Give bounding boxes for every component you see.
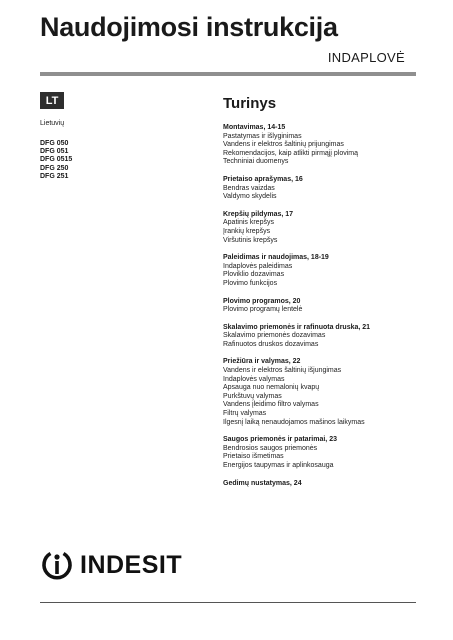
toc-item: Ilgesnį laiką nenaudojamos mašinos laikymas bbox=[223, 418, 365, 426]
model-item: DFG 251 bbox=[40, 172, 69, 180]
toc-item: Indaplovės valymas bbox=[223, 375, 285, 383]
toc-item: Filtrų valymas bbox=[223, 410, 267, 418]
language-name: Lietuvių bbox=[40, 120, 65, 127]
toc-section-title: Saugos priemonės ir patarimai, 23 bbox=[223, 436, 337, 444]
toc-heading: Turinys bbox=[223, 95, 277, 112]
toc-item: Indaplovės paleidimas bbox=[223, 262, 293, 270]
toc-section bbox=[223, 436, 423, 470]
toc-item: Ploviklio dozavimas bbox=[223, 271, 285, 279]
toc-section-title: Prietaiso aprašymas, 16 bbox=[223, 175, 303, 183]
toc-section bbox=[223, 298, 423, 315]
toc-section bbox=[223, 254, 423, 288]
toc-item: Apatinis krepšys bbox=[223, 219, 274, 227]
toc-item: Apsauga nuo nemalonių kvapų bbox=[223, 384, 320, 392]
toc-item: Plovimo programų lentelė bbox=[223, 306, 303, 314]
toc-section bbox=[223, 211, 423, 245]
model-item: DFG 0515 bbox=[40, 156, 73, 164]
indesit-power-icon bbox=[40, 548, 74, 582]
language-badge: LT bbox=[40, 92, 64, 109]
logo-wordmark: INDESIT bbox=[80, 550, 183, 579]
toc-item: Bendrosios saugos priemonės bbox=[223, 444, 318, 452]
toc-item: Energijos taupymas ir aplinkosauga bbox=[223, 462, 334, 469]
header-divider bbox=[40, 72, 416, 76]
toc-item: Prietaiso išmetimas bbox=[223, 453, 284, 461]
toc-item: Bendras vaizdas bbox=[223, 184, 275, 192]
table-of-contents bbox=[223, 124, 423, 497]
toc-section-title: Paleidimas ir naudojimas, 18-19 bbox=[223, 254, 329, 262]
toc-section-title: Krepšių pildymas, 17 bbox=[223, 210, 294, 218]
toc-item: Viršutinis krepšys bbox=[223, 236, 278, 244]
toc-section bbox=[223, 324, 423, 350]
product-type-label: INDAPLOVĖ bbox=[327, 50, 405, 65]
toc-item: Vandens ir elektros šaltinių išjungimas bbox=[223, 367, 342, 375]
toc-item: Valdymo skydelis bbox=[223, 193, 277, 201]
toc-section-title: Gedimų nustatymas, 24 bbox=[223, 479, 302, 487]
toc-item: Skalavimo priemonės dozavimas bbox=[223, 332, 326, 340]
toc-section bbox=[223, 176, 423, 202]
toc-item: Rafinuotos druskos dozavimas bbox=[223, 340, 319, 348]
document-title: Naudojimosi instrukcija bbox=[40, 12, 338, 42]
model-item: DFG 050 bbox=[40, 140, 69, 147]
toc-section-title: Montavimas, 14-15 bbox=[223, 124, 286, 131]
toc-item: Techniniai duomenys bbox=[223, 158, 289, 166]
model-item: DFG 250 bbox=[40, 164, 69, 172]
model-list bbox=[40, 140, 72, 181]
toc-item: Purkštuvų valymas bbox=[223, 392, 282, 400]
toc-section-title: Skalavimo priemonės ir rafinuota druska, 21 bbox=[223, 323, 371, 331]
toc-item: Vandens įleidimo filtro valymas bbox=[223, 401, 319, 409]
toc-item: Plovimo funkcijos bbox=[223, 279, 278, 287]
toc-section-title: Priežiūra ir valymas, 22 bbox=[223, 358, 301, 366]
model-item: DFG 051 bbox=[40, 148, 69, 156]
toc-section bbox=[223, 480, 423, 489]
toc-item: Pastatymas ir išlyginimas bbox=[223, 132, 302, 140]
toc-section bbox=[223, 358, 423, 427]
toc-item: Vandens ir elektros šaltinių prijungimas bbox=[223, 141, 344, 149]
indesit-logo bbox=[40, 548, 182, 582]
toc-item: Įrankių krepšys bbox=[223, 227, 271, 235]
footer-divider bbox=[40, 602, 416, 603]
toc-section bbox=[223, 124, 423, 167]
toc-item: Rekomendacijos, kaip atlikti pirmąjį plovimą bbox=[223, 149, 358, 157]
toc-section-title: Plovimo programos, 20 bbox=[223, 297, 301, 305]
